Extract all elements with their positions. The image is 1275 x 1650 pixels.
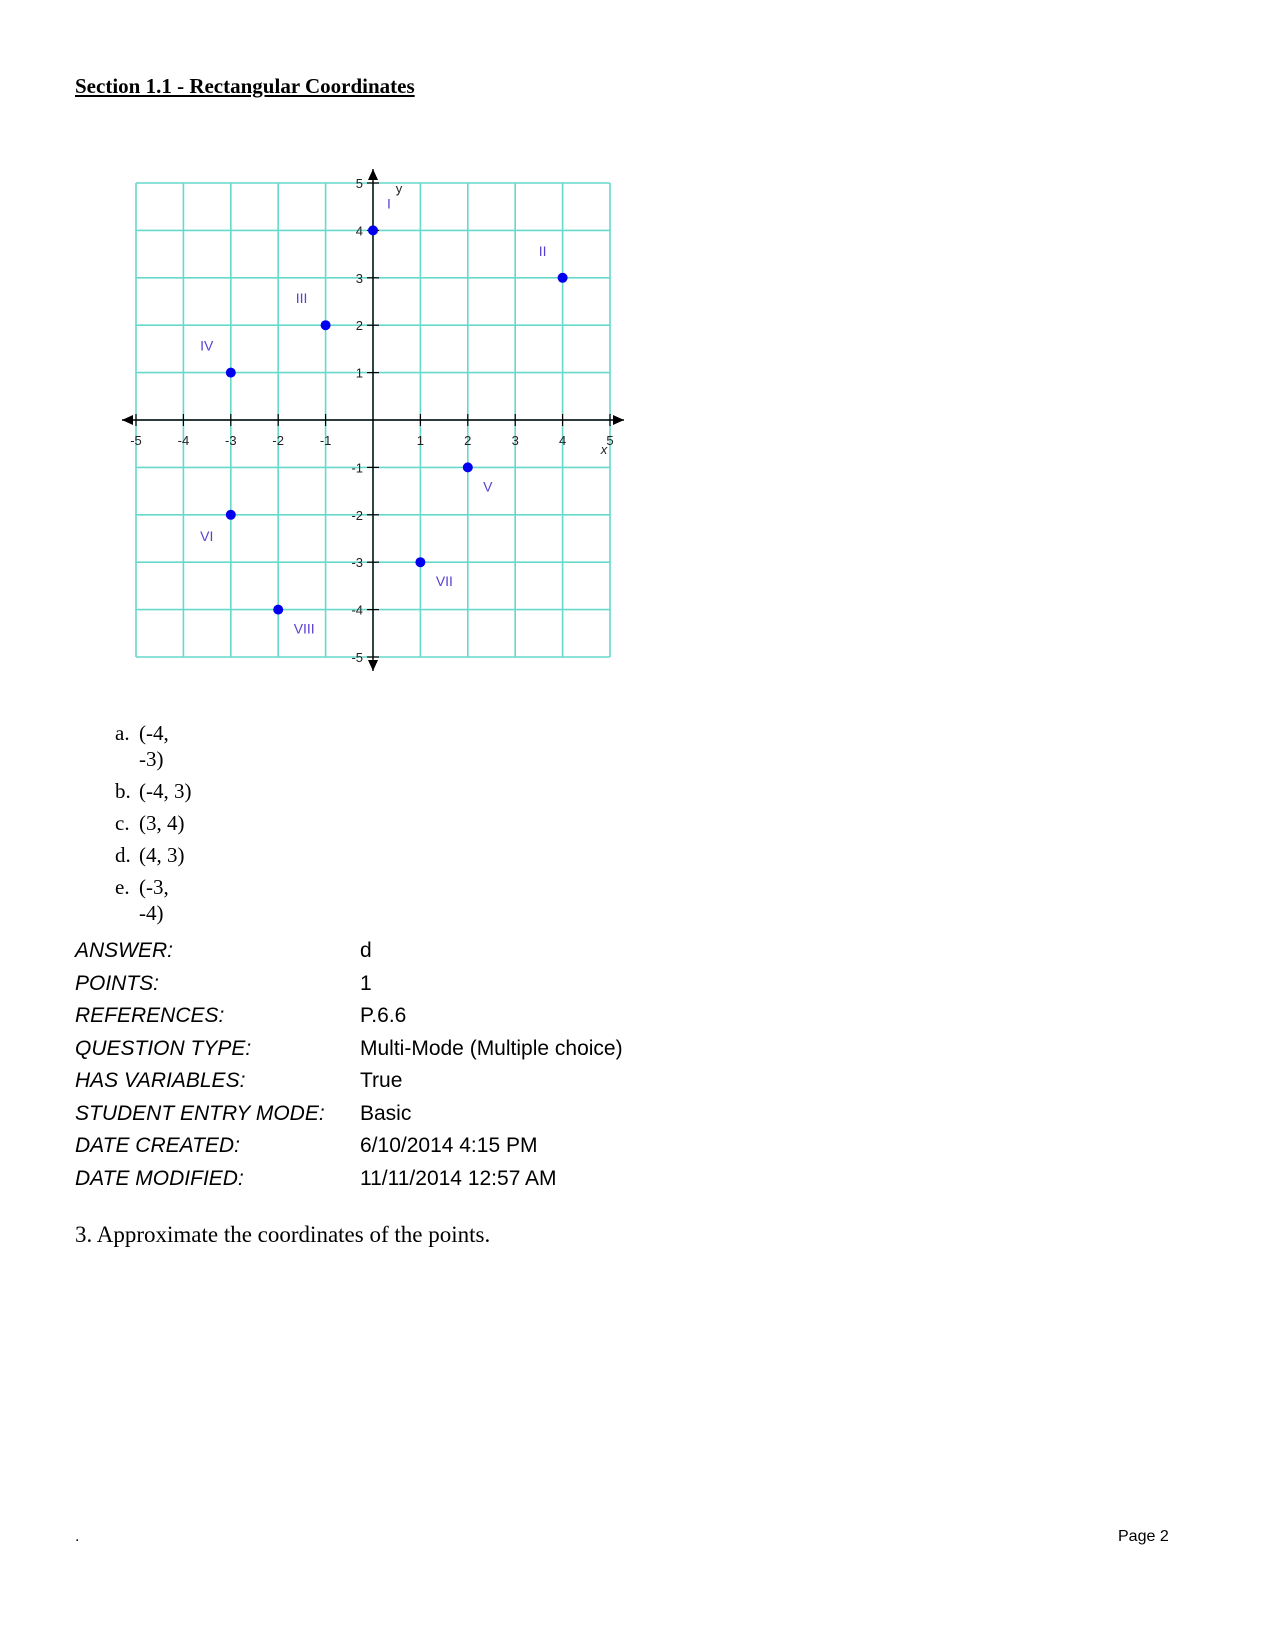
y-tick-label: -4 — [351, 602, 363, 618]
point-label: IV — [200, 337, 214, 354]
meta-label: ANSWER: — [75, 939, 174, 963]
y-tick-label: -5 — [351, 650, 363, 665]
meta-value: P.6.6 — [360, 1004, 407, 1028]
y-tick-label: 2 — [355, 318, 363, 334]
footer-left: . — [75, 1528, 80, 1545]
x-tick-label: 3 — [511, 433, 519, 448]
meta-row-date-created — [75, 1130, 623, 1163]
meta-row-has-variables — [75, 1065, 623, 1098]
choice-text: (-4, -3) — [139, 721, 169, 771]
choice-b — [115, 778, 195, 804]
point-marker — [368, 225, 378, 235]
y-axis-arrow-up-icon — [368, 169, 378, 180]
point-label: VII — [435, 573, 453, 590]
choice-letter: d. — [115, 843, 131, 867]
point-marker — [558, 273, 568, 283]
meta-value: 1 — [360, 971, 372, 995]
x-tick-label: -3 — [225, 433, 237, 448]
page-number: Page 2 — [1118, 1528, 1169, 1545]
x-axis-arrow-right-icon — [613, 415, 624, 425]
meta-row-student-entry-mode — [75, 1098, 623, 1131]
meta-label: STUDENT ENTRY MODE: — [75, 1101, 325, 1125]
meta-row-references — [75, 1000, 623, 1033]
answer-choices — [115, 720, 195, 932]
y-axis-arrow-down-icon — [368, 660, 378, 671]
y-tick-label: -3 — [351, 555, 363, 571]
y-tick-label: 4 — [355, 223, 363, 239]
choice-text: (-3, -4) — [139, 875, 169, 925]
point-marker — [463, 462, 473, 472]
choice-e — [115, 874, 195, 926]
meta-value: 11/11/2014 12:57 AM — [360, 1166, 557, 1190]
meta-row-answer — [75, 935, 623, 968]
question-text: 3. Approximate the coordinates of the points. — [75, 1222, 491, 1247]
point-marker — [226, 510, 236, 520]
point-marker — [273, 605, 283, 615]
choice-text: (-4, 3) — [139, 779, 192, 803]
x-tick-label: 5 — [606, 433, 614, 448]
choice-text: (4, 3) — [139, 843, 185, 867]
question-metadata — [75, 935, 623, 1195]
y-tick-label: 1 — [355, 365, 363, 381]
point-label: III — [295, 290, 308, 307]
meta-value: Multi-Mode (Multiple choice) — [360, 1036, 623, 1060]
choice-d — [115, 842, 195, 868]
meta-label: HAS VARIABLES: — [75, 1069, 246, 1093]
choice-letter: e. — [115, 875, 130, 899]
x-tick-label: -4 — [177, 433, 190, 448]
y-axis-label: y — [395, 181, 403, 196]
x-tick-label: -2 — [272, 433, 284, 448]
y-tick-label: -1 — [351, 460, 363, 476]
x-tick-label: 1 — [416, 433, 425, 448]
point-label: I — [387, 195, 391, 212]
point-label: V — [483, 478, 493, 495]
meta-value: Basic — [360, 1101, 412, 1125]
meta-label: QUESTION TYPE: — [75, 1036, 252, 1060]
coordinate-graph — [113, 160, 633, 680]
choice-text: (3, 4) — [139, 811, 185, 835]
y-tick-label: 3 — [355, 270, 363, 286]
point-label: II — [538, 242, 547, 259]
choice-letter: c. — [115, 811, 130, 835]
coordinate-graph-svg — [113, 160, 633, 680]
choice-c — [115, 810, 195, 836]
point-marker — [415, 557, 425, 567]
x-tick-label: 2 — [464, 433, 472, 448]
x-tick-label: -5 — [130, 433, 142, 448]
meta-row-date-modified — [75, 1163, 623, 1196]
meta-value: True — [360, 1069, 403, 1093]
section-title: Section 1.1 - Rectangular Coordinates — [75, 74, 415, 98]
x-axis-label: x — [600, 442, 608, 457]
meta-value: d — [360, 939, 372, 963]
x-tick-label: -1 — [319, 433, 332, 448]
point-marker — [226, 368, 236, 378]
y-tick-label: -2 — [351, 507, 363, 523]
meta-row-question-type — [75, 1033, 623, 1066]
meta-label: POINTS: — [75, 971, 160, 995]
choice-letter: b. — [115, 779, 131, 803]
meta-row-points — [75, 968, 623, 1001]
choice-letter: a. — [115, 721, 130, 745]
meta-label: DATE CREATED: — [75, 1134, 240, 1158]
meta-label: DATE MODIFIED: — [75, 1166, 244, 1190]
meta-value: 6/10/2014 4:15 PM — [360, 1134, 538, 1158]
point-label: VI — [200, 527, 214, 544]
point-label: VIII — [293, 620, 315, 637]
meta-label: REFERENCES: — [75, 1004, 225, 1028]
point-marker — [321, 320, 331, 330]
x-axis-arrow-left-icon — [122, 415, 133, 425]
x-tick-label: 4 — [558, 433, 567, 448]
y-tick-label: 5 — [355, 176, 363, 191]
choice-a — [115, 720, 195, 772]
